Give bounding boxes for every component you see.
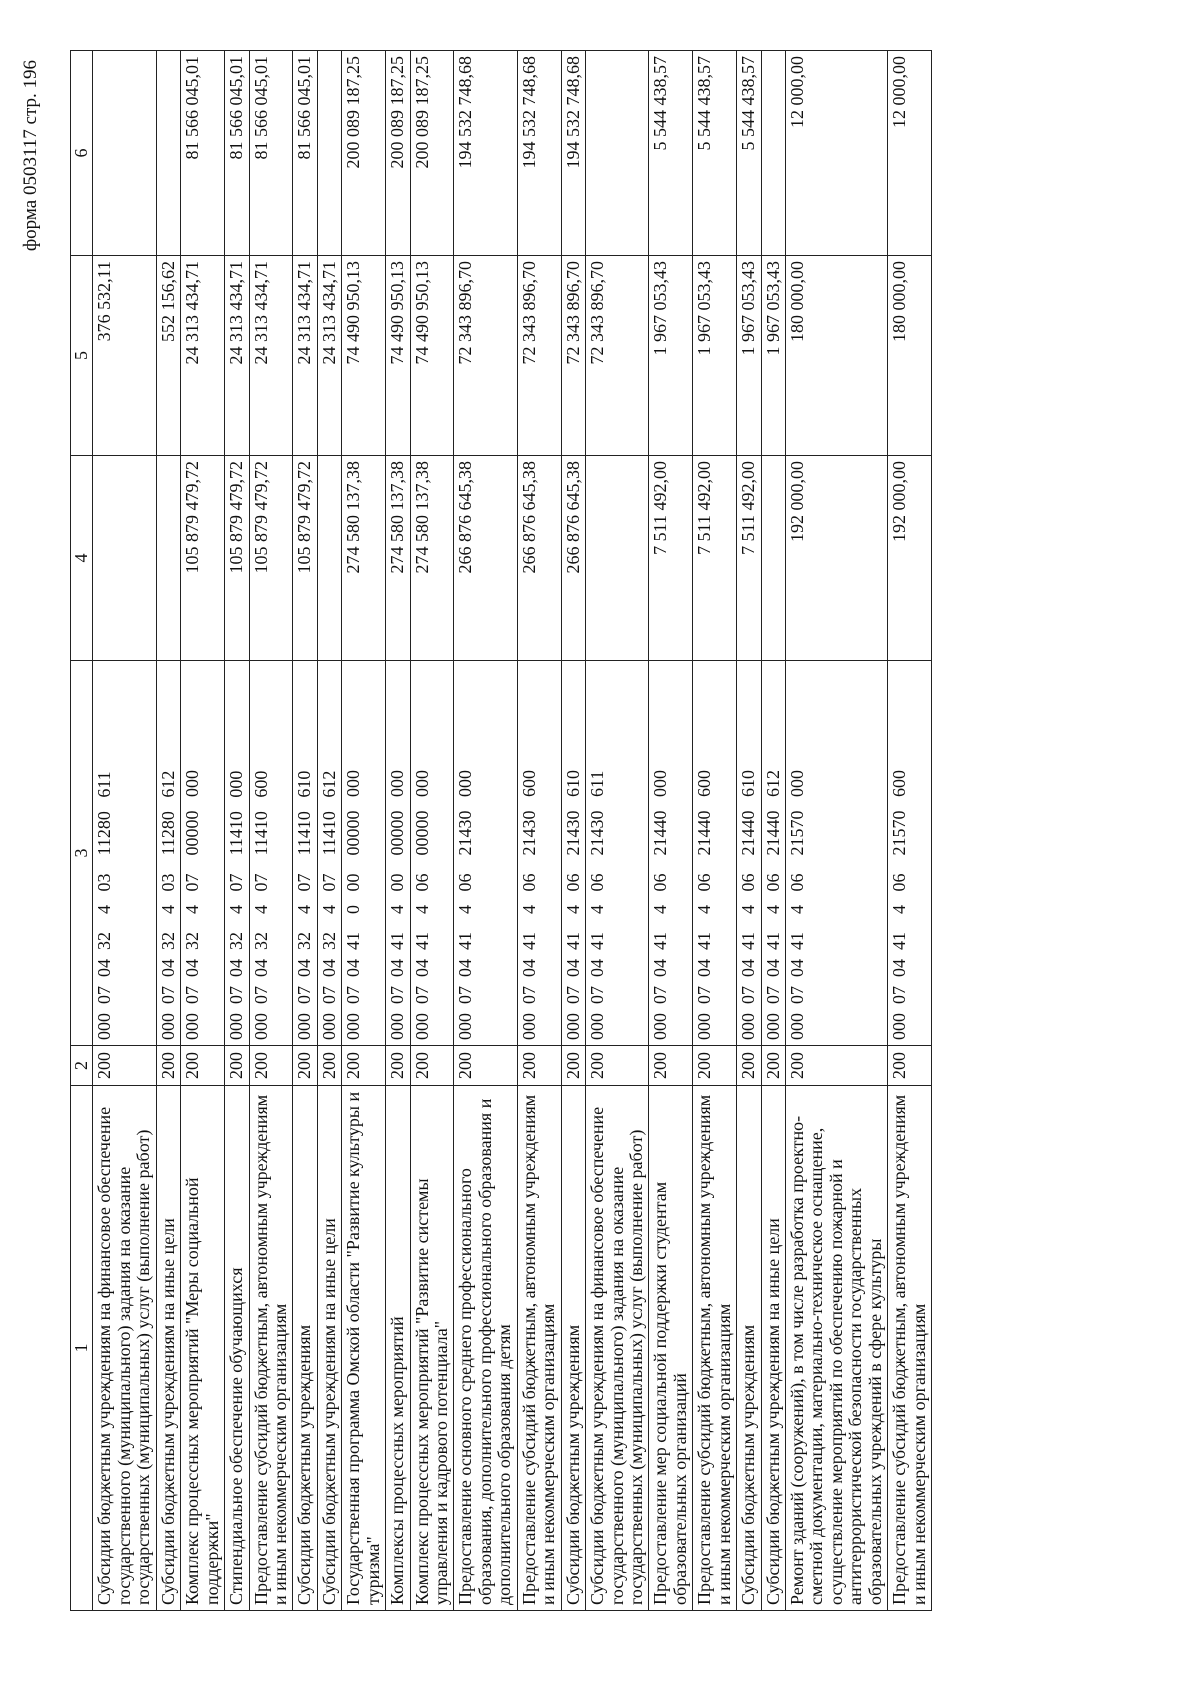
row-name: Предоставление субсидий бюджетным, автономным учреждениям и иным некоммерческим организациям [693, 1086, 737, 1611]
row-line-code: 200 [786, 1046, 888, 1086]
row-budget-code: 000 07 04 32 4 07 11410 600 [249, 661, 293, 1046]
row-name: Стипендиальное обеспечение обучающихся [225, 1086, 249, 1611]
row-line-code: 200 [454, 1046, 517, 1086]
column-header-2: 2 [71, 1046, 93, 1086]
row-name: Предоставление основного среднего профессионального образования, дополнительного профессионального образования и дополнительного образования детям [454, 1086, 517, 1611]
row-line-code: 200 [737, 1046, 761, 1086]
row-line-code: 200 [93, 1046, 156, 1086]
table-row [586, 51, 649, 1611]
row-executed-amount: 24 313 434,71 [293, 256, 317, 456]
row-executed-amount: 24 313 434,71 [317, 256, 341, 456]
row-line-code: 200 [249, 1046, 293, 1086]
row-unexecuted-amount: 194 532 748,68 [517, 51, 561, 256]
row-unexecuted-amount: 12 000,00 [786, 51, 888, 256]
row-executed-amount: 24 313 434,71 [181, 256, 225, 456]
row-line-code: 200 [649, 1046, 693, 1086]
row-line-code: 200 [342, 1046, 386, 1086]
row-unexecuted-amount: 5 544 438,57 [737, 51, 761, 256]
row-line-code: 200 [386, 1046, 410, 1086]
table-row [888, 51, 932, 1611]
table-row [225, 51, 249, 1611]
table-row [693, 51, 737, 1611]
row-unexecuted-amount: 194 532 748,68 [454, 51, 517, 256]
row-approved-amount [156, 456, 180, 661]
row-budget-code: 000 07 04 41 0 00 00000 000 [342, 661, 386, 1046]
row-approved-amount: 274 580 137,38 [410, 456, 454, 661]
table-row [517, 51, 561, 1611]
row-unexecuted-amount: 81 566 045,01 [225, 51, 249, 256]
row-approved-amount: 266 876 645,38 [454, 456, 517, 661]
row-unexecuted-amount: 81 566 045,01 [293, 51, 317, 256]
row-approved-amount [317, 456, 341, 661]
row-executed-amount: 376 532,11 [93, 256, 156, 456]
row-executed-amount: 1 967 053,43 [649, 256, 693, 456]
row-executed-amount: 1 967 053,43 [737, 256, 761, 456]
row-unexecuted-amount: 194 532 748,68 [561, 51, 585, 256]
column-number-row [71, 51, 93, 1611]
row-unexecuted-amount: 5 544 438,57 [649, 51, 693, 256]
row-approved-amount [586, 456, 649, 661]
row-budget-code: 000 07 04 41 4 06 21430 611 [586, 661, 649, 1046]
row-line-code: 200 [561, 1046, 585, 1086]
column-header-4: 4 [71, 456, 93, 661]
row-unexecuted-amount [93, 51, 156, 256]
row-unexecuted-amount [156, 51, 180, 256]
table-row [93, 51, 156, 1611]
row-budget-code: 000 07 04 41 4 06 21440 000 [649, 661, 693, 1046]
row-name: Ремонт зданий (сооружений), в том числе разработка проектно-сметной документации, материально-техническое оснащение, осуществление мероприятий по обеспечению пожарной и антитеррористической безопасности государственных образовательных учреждений в сфере культуры [786, 1086, 888, 1611]
row-approved-amount: 266 876 645,38 [561, 456, 585, 661]
row-name: Предоставление мер социальной поддержки студентам образовательных организаций [649, 1086, 693, 1611]
table-body [93, 51, 932, 1611]
row-budget-code: 000 07 04 41 4 06 21430 610 [561, 661, 585, 1046]
row-executed-amount: 72 343 896,70 [454, 256, 517, 456]
row-name: Государственная программа Омской области "Развитие культуры и туризма" [342, 1086, 386, 1611]
row-name: Комплекс процессных мероприятий "Развитие системы управления и кадрового потенциала" [410, 1086, 454, 1611]
row-unexecuted-amount [586, 51, 649, 256]
row-approved-amount: 105 879 479,72 [249, 456, 293, 661]
column-header-3: 3 [71, 661, 93, 1046]
row-line-code: 200 [517, 1046, 561, 1086]
table-row [786, 51, 888, 1611]
row-executed-amount: 74 490 950,13 [386, 256, 410, 456]
row-budget-code: 000 07 04 41 4 06 21570 600 [888, 661, 932, 1046]
row-line-code: 200 [156, 1046, 180, 1086]
table-row [561, 51, 585, 1611]
row-approved-amount [761, 456, 785, 661]
row-budget-code: 000 07 04 32 4 07 11410 612 [317, 661, 341, 1046]
table-row [342, 51, 386, 1611]
row-name: Субсидии бюджетным учреждениям на иные цели [761, 1086, 785, 1611]
row-line-code: 200 [761, 1046, 785, 1086]
row-name: Субсидии бюджетным учреждениям на финансовое обеспечение государственного (муниципального) задания на оказание государственных (муниципальных) услуг (выполнение работ) [93, 1086, 156, 1611]
row-approved-amount: 266 876 645,38 [517, 456, 561, 661]
table-row [454, 51, 517, 1611]
row-name: Субсидии бюджетным учреждениям на иные цели [156, 1086, 180, 1611]
row-approved-amount: 7 511 492,00 [693, 456, 737, 661]
column-header-1: 1 [71, 1086, 93, 1611]
row-executed-amount: 180 000,00 [888, 256, 932, 456]
row-name: Предоставление субсидий бюджетным, автономным учреждениям и иным некоммерческим организациям [249, 1086, 293, 1611]
row-unexecuted-amount: 81 566 045,01 [181, 51, 225, 256]
row-executed-amount: 72 343 896,70 [517, 256, 561, 456]
budget-execution-table [70, 50, 932, 1611]
row-budget-code: 000 07 04 41 4 06 00000 000 [410, 661, 454, 1046]
row-approved-amount: 7 511 492,00 [649, 456, 693, 661]
row-approved-amount: 274 580 137,38 [386, 456, 410, 661]
row-budget-code: 000 07 04 32 4 07 11410 000 [225, 661, 249, 1046]
row-unexecuted-amount: 81 566 045,01 [249, 51, 293, 256]
row-approved-amount: 192 000,00 [786, 456, 888, 661]
row-unexecuted-amount [761, 51, 785, 256]
row-line-code: 200 [693, 1046, 737, 1086]
row-budget-code: 000 07 04 32 4 07 11410 610 [293, 661, 317, 1046]
column-header-6: 6 [71, 51, 93, 256]
row-line-code: 200 [317, 1046, 341, 1086]
row-name: Предоставление субсидий бюджетным, автономным учреждениям и иным некоммерческим организациям [888, 1086, 932, 1611]
table-row [410, 51, 454, 1611]
row-unexecuted-amount: 200 089 187,25 [410, 51, 454, 256]
row-name: Субсидии бюджетным учреждениям [737, 1086, 761, 1611]
row-budget-code: 000 07 04 41 4 06 21440 610 [737, 661, 761, 1046]
row-approved-amount: 7 511 492,00 [737, 456, 761, 661]
row-executed-amount: 24 313 434,71 [249, 256, 293, 456]
row-executed-amount: 74 490 950,13 [410, 256, 454, 456]
row-budget-code: 000 07 04 41 4 00 00000 000 [386, 661, 410, 1046]
row-approved-amount: 192 000,00 [888, 456, 932, 661]
row-approved-amount: 105 879 479,72 [293, 456, 317, 661]
row-name: Субсидии бюджетным учреждениям [561, 1086, 585, 1611]
row-name: Субсидии бюджетным учреждениям на иные цели [317, 1086, 341, 1611]
row-name: Комплекс процессных мероприятий "Меры социальной поддержки" [181, 1086, 225, 1611]
table-row [386, 51, 410, 1611]
row-budget-code: 000 07 04 41 4 06 21570 000 [786, 661, 888, 1046]
row-executed-amount: 1 967 053,43 [761, 256, 785, 456]
row-name: Комплексы процессных мероприятий [386, 1086, 410, 1611]
table-row [761, 51, 785, 1611]
row-executed-amount: 24 313 434,71 [225, 256, 249, 456]
table-row [293, 51, 317, 1611]
row-unexecuted-amount: 200 089 187,25 [342, 51, 386, 256]
row-name: Субсидии бюджетным учреждениям [293, 1086, 317, 1611]
row-executed-amount: 72 343 896,70 [561, 256, 585, 456]
row-unexecuted-amount: 200 089 187,25 [386, 51, 410, 256]
row-unexecuted-amount [317, 51, 341, 256]
row-unexecuted-amount: 5 544 438,57 [693, 51, 737, 256]
table-row [181, 51, 225, 1611]
row-executed-amount: 1 967 053,43 [693, 256, 737, 456]
row-budget-code: 000 07 04 41 4 06 21440 600 [693, 661, 737, 1046]
row-name: Субсидии бюджетным учреждениям на финансовое обеспечение государственного (муниципального) задания на оказание государственных (муниципальных) услуг (выполнение работ) [586, 1086, 649, 1611]
row-budget-code: 000 07 04 32 4 03 11280 611 [93, 661, 156, 1046]
row-executed-amount: 74 490 950,13 [342, 256, 386, 456]
row-approved-amount [93, 456, 156, 661]
row-executed-amount: 552 156,62 [156, 256, 180, 456]
row-budget-code: 000 07 04 32 4 07 00000 000 [181, 661, 225, 1046]
row-line-code: 200 [586, 1046, 649, 1086]
row-line-code: 200 [888, 1046, 932, 1086]
row-name: Предоставление субсидий бюджетным, автономным учреждениям и иным некоммерческим организациям [517, 1086, 561, 1611]
row-approved-amount: 105 879 479,72 [225, 456, 249, 661]
table-row [649, 51, 693, 1611]
table-row [156, 51, 180, 1611]
row-line-code: 200 [181, 1046, 225, 1086]
row-line-code: 200 [293, 1046, 317, 1086]
row-executed-amount: 180 000,00 [786, 256, 888, 456]
row-budget-code: 000 07 04 32 4 03 11280 612 [156, 661, 180, 1046]
column-header-5: 5 [71, 256, 93, 456]
form-reference: форма 0503117 стр. 196 [20, 60, 41, 252]
row-approved-amount: 274 580 137,38 [342, 456, 386, 661]
table-row [249, 51, 293, 1611]
row-budget-code: 000 07 04 41 4 06 21430 000 [454, 661, 517, 1046]
table-row [317, 51, 341, 1611]
row-approved-amount: 105 879 479,72 [181, 456, 225, 661]
table-row [737, 51, 761, 1611]
row-line-code: 200 [410, 1046, 454, 1086]
row-executed-amount: 72 343 896,70 [586, 256, 649, 456]
row-budget-code: 000 07 04 41 4 06 21430 600 [517, 661, 561, 1046]
row-unexecuted-amount: 12 000,00 [888, 51, 932, 256]
row-line-code: 200 [225, 1046, 249, 1086]
row-budget-code: 000 07 04 41 4 06 21440 612 [761, 661, 785, 1046]
